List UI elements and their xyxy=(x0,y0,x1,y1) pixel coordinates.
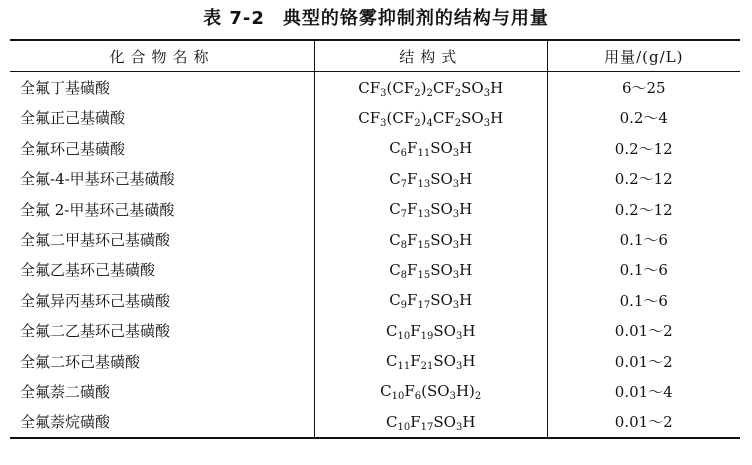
formula-text: F xyxy=(407,139,418,158)
formula-text: F xyxy=(407,200,418,219)
formula-text: SO xyxy=(430,139,453,158)
structural-formula xyxy=(314,72,547,103)
formula-text: F xyxy=(410,412,421,431)
table-row xyxy=(10,133,740,163)
table-title: 典型的铬雾抑制剂的结构与用量 xyxy=(282,8,549,29)
formula-subscript: 19 xyxy=(420,330,434,342)
formula-subscript: 3 xyxy=(452,178,460,190)
structural-formula xyxy=(314,103,547,133)
formula-text: SO xyxy=(430,291,453,310)
formula-text: SO xyxy=(430,230,453,249)
formula-text: (CF xyxy=(386,108,415,127)
formula-text: F xyxy=(407,291,418,310)
formula-subscript: 13 xyxy=(417,178,431,190)
formula-subscript: 2 xyxy=(454,117,462,129)
compound-name: 全氟丁基磺酸 xyxy=(20,79,111,98)
formula-text: H xyxy=(459,230,473,249)
formula-subscript: 13 xyxy=(417,209,431,221)
table-row xyxy=(10,407,740,438)
structural-formula xyxy=(314,376,547,406)
formula-subscript: 15 xyxy=(417,269,431,281)
formula-text: F xyxy=(407,169,418,188)
formula-text: C xyxy=(389,260,401,279)
formula-text: F xyxy=(407,260,418,279)
structural-formula xyxy=(314,285,547,315)
formula-subscript: 6 xyxy=(414,391,422,403)
formula-subscript: 21 xyxy=(420,361,434,373)
structural-formula xyxy=(314,194,547,224)
table-row xyxy=(10,255,740,285)
formula-text: SO xyxy=(461,78,484,97)
formula-subscript: 2 xyxy=(414,87,421,99)
formula-subscript: 8 xyxy=(400,269,408,281)
formula-text: SO xyxy=(430,260,453,279)
formula-text: H xyxy=(459,200,473,219)
formula-subscript: 8 xyxy=(400,239,408,251)
formula-subscript: 3 xyxy=(452,148,460,160)
dosage-value: 0.01～4 xyxy=(614,382,673,401)
formula-subscript: 7 xyxy=(400,178,408,190)
formula-subscript: 3 xyxy=(452,300,460,312)
formula-text: H xyxy=(462,352,476,371)
compound-name: 全氟乙基环己基磺酸 xyxy=(20,261,156,280)
formula-subscript: 3 xyxy=(455,330,463,342)
structural-formula xyxy=(314,407,547,438)
formula-subscript: 3 xyxy=(449,391,456,403)
formula-subscript: 3 xyxy=(455,421,463,433)
compound-name: 全氟异丙基环己基磺酸 xyxy=(20,291,171,310)
dosage-value: 0.1～6 xyxy=(619,261,668,280)
formula-text: C xyxy=(389,139,401,158)
formula-text: (CF xyxy=(386,78,415,97)
header-structural-formula: 结构式 xyxy=(314,40,547,72)
compound-name: 全氟环己基磺酸 xyxy=(20,139,126,158)
structural-formula xyxy=(314,164,547,194)
formula-subscript: 2 xyxy=(426,87,433,99)
formula-subscript: 3 xyxy=(483,117,491,129)
structural-formula xyxy=(314,133,547,163)
dosage-value: 0.2～12 xyxy=(614,200,673,219)
table-row xyxy=(10,285,740,315)
formula-text: SO xyxy=(433,352,456,371)
dosage-value: 0.2～12 xyxy=(614,139,673,158)
formula-text: ) xyxy=(420,108,427,127)
formula-text: C xyxy=(380,382,392,401)
dosage-value: 0.01～2 xyxy=(547,407,740,438)
formula-text: SO xyxy=(430,200,453,219)
formula-subscript: 3 xyxy=(452,269,460,281)
formula-text: H xyxy=(459,169,473,188)
header-row xyxy=(10,40,740,72)
formula-subscript: 2 xyxy=(454,87,462,99)
data-table xyxy=(10,39,740,439)
formula-text: H xyxy=(490,108,504,127)
formula-text: ) xyxy=(420,78,427,97)
compound-name: 全氟-4-甲基环己基磺酸 xyxy=(20,170,175,189)
compound-name: 全氟二甲基环己基磺酸 xyxy=(20,231,171,250)
compound-name: 全氟萘烷磺酸 xyxy=(10,407,314,438)
formula-text: C xyxy=(386,321,398,340)
formula-text: F xyxy=(407,230,418,249)
formula-text: H xyxy=(459,291,473,310)
formula-subscript: 2 xyxy=(474,391,482,403)
compound-name: 全氟二环己基磺酸 xyxy=(20,352,141,371)
compound-name: 全氟正己基磺酸 xyxy=(20,109,126,128)
table-row xyxy=(10,224,740,254)
formula-subscript: 17 xyxy=(420,421,434,433)
formula-subscript: 4 xyxy=(426,117,433,129)
formula-text: SO xyxy=(461,108,484,127)
formula-subscript: 15 xyxy=(417,239,431,251)
structural-formula xyxy=(314,224,547,254)
compound-name: 全氟 2-甲基环己基磺酸 xyxy=(20,200,175,219)
formula-subscript: 10 xyxy=(397,421,411,433)
formula-subscript: 3 xyxy=(452,239,460,251)
formula-text: H xyxy=(459,260,473,279)
formula-subscript: 3 xyxy=(380,117,387,129)
structural-formula xyxy=(314,316,547,346)
table-row xyxy=(10,346,740,376)
table-row xyxy=(10,376,740,406)
formula-subscript: 3 xyxy=(455,361,463,373)
formula-subscript: 2 xyxy=(414,117,421,129)
formula-text: H) xyxy=(455,382,475,401)
table-row xyxy=(10,72,740,103)
formula-subscript: 9 xyxy=(400,300,408,312)
formula-text: CF xyxy=(358,108,381,127)
formula-text: H xyxy=(462,412,476,431)
formula-text: SO xyxy=(433,321,456,340)
table-number: 表 7-2 xyxy=(203,8,265,29)
structural-formula xyxy=(314,255,547,285)
formula-subscript: 11 xyxy=(417,148,431,160)
formula-subscript: 3 xyxy=(452,209,460,221)
table-row xyxy=(10,316,740,346)
formula-subscript: 10 xyxy=(391,391,405,403)
table-row xyxy=(10,164,740,194)
formula-text: C xyxy=(389,230,401,249)
dosage-value: 0.01～2 xyxy=(614,322,673,341)
dosage-value: 6～25 xyxy=(621,79,666,98)
formula-text: F xyxy=(410,321,421,340)
dosage-value: 0.2～4 xyxy=(619,109,668,128)
formula-text: H xyxy=(490,78,504,97)
structural-formula xyxy=(314,346,547,376)
formula-text: SO xyxy=(430,169,453,188)
formula-text: F xyxy=(404,382,415,401)
formula-subscript: 10 xyxy=(397,330,411,342)
formula-text: H xyxy=(462,321,476,340)
dosage-value: 0.01～2 xyxy=(614,352,673,371)
header-dosage: 用量/(g/L) xyxy=(604,47,684,66)
formula-text: C xyxy=(389,291,401,310)
formula-text: CF xyxy=(432,78,455,97)
formula-text: C xyxy=(386,352,398,371)
formula-subscript: 6 xyxy=(400,148,408,160)
table-caption xyxy=(0,4,752,30)
table-body xyxy=(10,72,740,438)
table-row xyxy=(10,194,740,224)
formula-text: CF xyxy=(358,78,381,97)
formula-subscript: 3 xyxy=(483,87,491,99)
dosage-value: 0.1～6 xyxy=(619,231,668,250)
dosage-value: 0.1～6 xyxy=(619,291,668,310)
compound-name: 全氟二乙基环己基磺酸 xyxy=(20,322,171,341)
table-row xyxy=(10,103,740,133)
formula-subscript: 7 xyxy=(400,209,408,221)
compound-name: 全氟萘二磺酸 xyxy=(20,382,111,401)
formula-text: C xyxy=(389,200,401,219)
dosage-value: 0.2～12 xyxy=(614,170,673,189)
formula-subscript: 3 xyxy=(380,87,387,99)
header-compound-name: 化合物名称 xyxy=(109,47,215,66)
formula-text: C xyxy=(389,169,401,188)
formula-text: SO xyxy=(433,412,456,431)
formula-text: C xyxy=(386,412,398,431)
formula-subscript: 17 xyxy=(417,300,431,312)
formula-text: F xyxy=(410,352,421,371)
formula-text: H xyxy=(459,139,473,158)
formula-subscript: 11 xyxy=(397,361,411,373)
formula-text: (SO xyxy=(421,382,450,401)
formula-text: CF xyxy=(432,108,455,127)
